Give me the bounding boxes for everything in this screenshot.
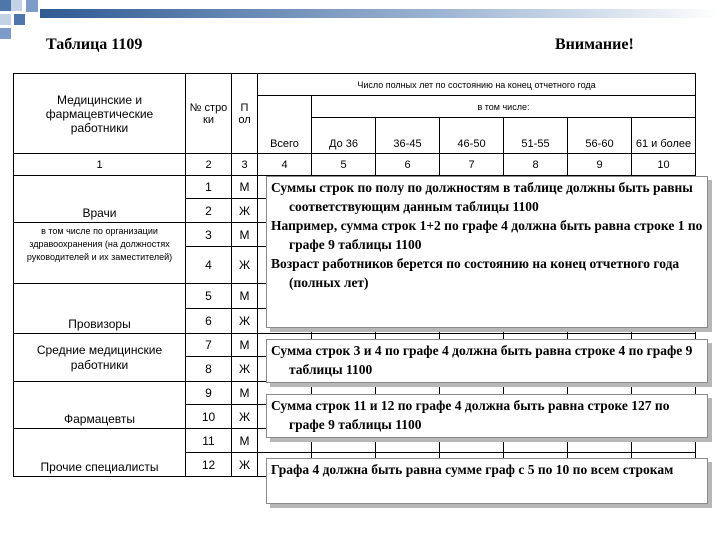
row-sex: М <box>232 284 258 309</box>
warning-title: Внимание! <box>555 36 634 53</box>
slide-decor-square-6 <box>0 28 11 39</box>
row-number: 7 <box>186 334 232 357</box>
row-number: 4 <box>186 247 232 284</box>
col-number: 7 <box>440 154 504 176</box>
row-number: 11 <box>186 429 232 453</box>
row-sex: Ж <box>232 247 258 284</box>
row-sex: Ж <box>232 405 258 429</box>
row-number: 5 <box>186 284 232 309</box>
row-sex: Ж <box>232 309 258 334</box>
col-number: 9 <box>568 154 632 176</box>
row-sex: М <box>232 176 258 199</box>
slide-decor-square-1 <box>0 0 11 11</box>
category-others: Прочие специалисты <box>14 429 186 477</box>
col-number: 3 <box>232 154 258 176</box>
row-number: 3 <box>186 223 232 247</box>
note-rows-11-12 <box>266 394 708 438</box>
note-gender-sums <box>266 176 708 328</box>
note-column-4 <box>266 458 708 504</box>
span-header: Число полных лет по состоянию на конец отчетного года <box>258 74 696 96</box>
category-pharm-techs: Фармацевты <box>14 382 186 429</box>
category-nurses: Средние медицинские работники <box>14 334 186 382</box>
col-header-age-4: 51-55 <box>504 118 568 154</box>
note-rows-3-4 <box>266 339 708 383</box>
col-header-row-no: № стро ки <box>186 74 232 154</box>
row-sex: Ж <box>232 357 258 382</box>
note-rows-3-4-text: Сумма строк 3 и 4 по графе 4 должна быть равна строке 4 по графе 9 таблицы 1100 <box>271 343 693 377</box>
col-header-main: Медицинские и фармацевтические работники <box>14 74 186 154</box>
row-sex: Ж <box>232 453 258 477</box>
row-number: 12 <box>186 453 232 477</box>
category-heads: в том числе по организации здравоохранения (на должностях руководителей и их заместителей) <box>14 223 186 284</box>
col-number: 10 <box>632 154 696 176</box>
row-sex: М <box>232 429 258 453</box>
note-gender-sums-p1: Суммы строк по полу по должностям в таблице должны быть равны соответствующим данным таблицы 1100 <box>271 180 693 214</box>
row-number: 10 <box>186 405 232 429</box>
note-column-4-text: Графа 4 должна быть равна сумме граф с 5 по 10 по всем строкам <box>271 462 674 477</box>
col-number: 6 <box>376 154 440 176</box>
row-number: 6 <box>186 309 232 334</box>
col-number: 4 <box>258 154 312 176</box>
category-pharmacists: Провизоры <box>14 284 186 334</box>
row-sex: М <box>232 223 258 247</box>
slide-decor-square-4 <box>0 14 11 25</box>
row-sex: Ж <box>232 199 258 223</box>
row-sex: М <box>232 382 258 405</box>
col-header-age-6: 61 и более <box>632 118 696 154</box>
col-number: 5 <box>312 154 376 176</box>
row-number: 9 <box>186 382 232 405</box>
slide-decor-bar <box>40 9 720 18</box>
col-header-age-3: 46-50 <box>440 118 504 154</box>
col-header-age-5: 56-60 <box>568 118 632 154</box>
sub-header: в том числе: <box>312 96 696 118</box>
slide-decor-square-2 <box>11 0 22 11</box>
row-number: 1 <box>186 176 232 199</box>
slide-decor-square-3 <box>26 0 38 12</box>
row-sex: М <box>232 334 258 357</box>
col-number: 8 <box>504 154 568 176</box>
col-number: 2 <box>186 154 232 176</box>
row-number: 2 <box>186 199 232 223</box>
col-number: 1 <box>14 154 186 176</box>
note-gender-sums-p2: Например, сумма строк 1+2 по графе 4 должна быть равна строке 1 по графе 9 таблицы 1100 <box>271 218 703 252</box>
note-rows-11-12-text: Сумма строк 11 и 12 по графе 4 должна быть равна строке 127 по графе 9 таблицы 1100 <box>271 398 670 432</box>
col-header-age-1: До 36 <box>312 118 376 154</box>
col-header-total: Всего <box>258 96 312 154</box>
category-doctors: Врачи <box>14 176 186 223</box>
row-number: 8 <box>186 357 232 382</box>
slide-decor-square-5 <box>14 14 25 25</box>
col-header-age-2: 36-45 <box>376 118 440 154</box>
page-title: Таблица 1109 <box>46 36 143 53</box>
note-gender-sums-p3: Возраст работников берется по состоянию на конец отчетного года (полных лет) <box>271 256 680 290</box>
col-header-sex: П ол <box>232 74 258 154</box>
